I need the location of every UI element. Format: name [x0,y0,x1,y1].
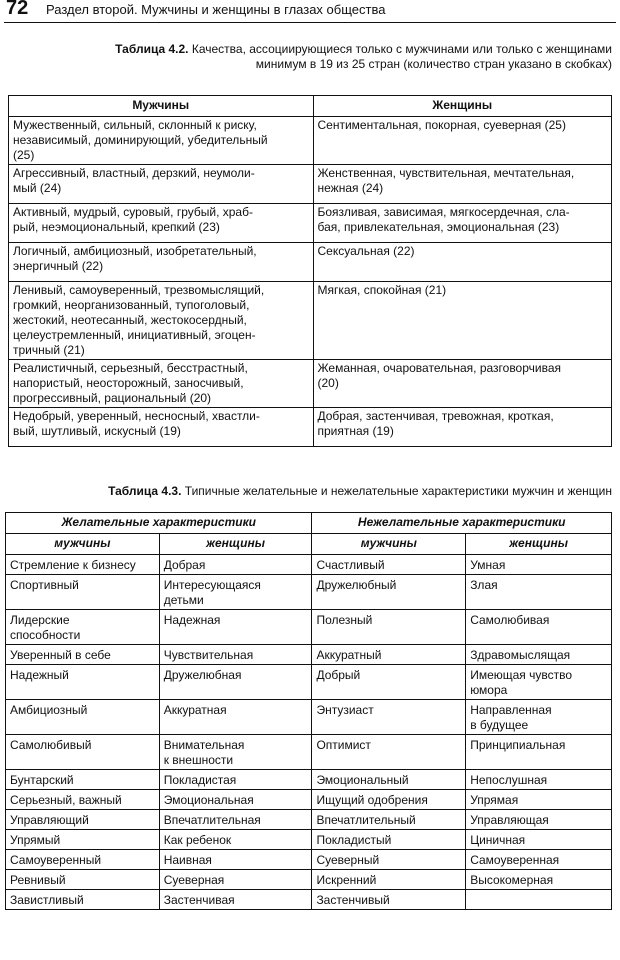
cell-line: Сентиментальная, покорная, суеверная (25) [317,118,566,132]
sub-header: женщины [466,534,612,555]
table-cell [159,735,312,770]
caption-text: Типичные желательные и нежелательные характеристики мужчин и женщин [181,484,612,498]
table-row [6,890,612,910]
cell-line: целеустремленный, инициативный, эгоцен- [13,328,256,342]
cell-line: Непослушная [470,773,548,787]
table-cell [159,610,312,645]
cell-line: Застенчивый [316,893,390,907]
cell-line: Амбициозный [10,703,88,717]
page-number: 72 [6,0,29,19]
table-row [6,735,612,770]
cell-line: Направленная [470,703,552,717]
table-cell [466,645,612,665]
table-cell [6,700,160,735]
sub-header: мужчины [312,534,466,555]
table-cell [312,770,466,790]
table-row [6,810,612,830]
cell-line: Самолюбивый [10,738,92,752]
cell-line: Суеверный [316,853,380,867]
cell-line: Искренний [316,873,377,887]
cell-line: Впечатлительный [316,813,416,827]
table-row [6,610,612,645]
table-cell [312,850,466,870]
cell-line: Недобрый, уверенный, несносный, хвастли- [13,409,260,423]
table-4-3 [5,512,612,910]
table-cell [466,610,612,645]
caption-text: Качества, ассоциирующиеся только с мужчинами или только с женщинами [188,42,612,56]
table-cell [313,243,612,282]
table-cell [9,360,314,408]
table-cell [159,830,312,850]
cell-line: Бунтарский [10,773,74,787]
cell-line: Интересующаяся [163,578,261,592]
table-cell [159,575,312,610]
table-cell [466,665,612,700]
table-cell [6,790,160,810]
caption-label: Таблица 4.2. [115,42,189,56]
table-row [6,645,612,665]
cell-line: Высокомерная [470,873,554,887]
table-4-2 [8,95,612,447]
cell-line: Боязливая, зависимая, мягкосердечная, сла- [317,205,570,219]
table-cell [466,790,612,810]
cell-line: Надежный [10,668,69,682]
table-cell [6,770,160,790]
caption-label: Таблица 4.3. [108,484,182,498]
table-row [9,204,612,243]
table-cell [312,810,466,830]
table-cell [313,408,612,447]
cell-line: (20) [317,376,339,390]
cell-line: Наивная [163,853,212,867]
sub-header: мужчины [6,534,160,555]
cell-line: Женственная, чувствительная, мечтательная, [317,166,575,180]
cell-line: Надежная [163,613,221,627]
table-cell [313,204,612,243]
cell-line: Оптимист [316,738,371,752]
table-cell [312,700,466,735]
table-header-row [9,96,612,117]
table-cell [6,645,160,665]
table-cell [6,575,160,610]
cell-line: (25) [13,148,35,162]
table-row [6,830,612,850]
table-cell [9,117,314,165]
cell-line: Добрая [163,558,206,572]
cell-line: напористый, неосторожный, заносчивый, [13,376,244,390]
table-cell [312,665,466,700]
cell-line: Мягкая, спокойная (21) [317,283,447,297]
table-cell [312,575,466,610]
table-cell [159,645,312,665]
table-cell [6,870,160,890]
table-cell [312,830,466,850]
table-cell [6,665,160,700]
table-cell [466,890,612,910]
cell-line: Управляющий [10,813,89,827]
cell-line: Циничная [470,833,526,847]
table-cell [313,117,612,165]
cell-line: способности [10,628,81,642]
cell-line: Дружелюбная [163,668,242,682]
table-row [6,850,612,870]
group-header: Желательные характеристики [6,513,312,534]
cell-line: Впечатлительная [163,813,261,827]
table-cell [466,770,612,790]
cell-line: Злая [470,578,498,592]
table-cell [312,610,466,645]
table-row [6,770,612,790]
table-row [6,665,612,700]
table-4-2-caption [115,42,612,72]
cell-line: Счастливый [316,558,385,572]
cell-line: Самолюбивая [470,613,550,627]
table-cell [159,555,312,575]
cell-line: Мужественный, сильный, склонный к риску, [13,118,257,132]
table-4-3-caption [108,484,612,499]
table-cell [312,735,466,770]
cell-line: Добрый [316,668,361,682]
cell-line: Суеверная [163,873,225,887]
table-cell [6,610,160,645]
cell-line: Эмоциональный [316,773,409,787]
table-row [6,575,612,610]
table-cell [466,850,612,870]
table-cell [9,165,314,204]
table-row [9,243,612,282]
table-cell [312,890,466,910]
table-cell [466,810,612,830]
sub-header: женщины [159,534,312,555]
table-cell [313,165,612,204]
cell-line: Агрессивный, властный, дерзкий, неумоли- [13,166,255,180]
cell-line: Уверенный в себе [10,648,111,662]
table-cell [6,810,160,830]
table-cell [159,890,312,910]
table-cell [159,810,312,830]
cell-line: Лидерские [10,613,70,627]
table-row [9,408,612,447]
cell-line: независимый, доминирующий, убедительный [13,133,268,147]
column-header: Мужчины [9,96,314,117]
cell-line: Дружелюбный [316,578,397,592]
cell-line: рый, неэмоциональный, крепкий (23) [13,220,220,234]
cell-line: тричный (21) [13,343,85,357]
table-row [9,117,612,165]
page-header [4,0,616,23]
table-cell [159,790,312,810]
cell-line: в будущее [470,718,529,732]
table-cell [9,243,314,282]
table-cell [159,700,312,735]
cell-line: Энтузиаст [316,703,374,717]
cell-line: Жеманная, очаровательная, разговорчивая [317,361,562,375]
cell-line: Покладистый [316,833,392,847]
table-cell [159,870,312,890]
cell-line: Активный, мудрый, суровый, грубый, храб- [13,205,253,219]
table-cell [466,555,612,575]
table-cell [9,282,314,360]
cell-line: Логичный, амбициозный, изобретательный, [13,244,257,258]
table-cell [466,700,612,735]
cell-line: детьми [163,593,204,607]
cell-line: Принципиальная [470,738,566,752]
table-cell [6,830,160,850]
cell-line: Самоуверенная [470,853,560,867]
table-cell [312,645,466,665]
cell-line: громкий, неорганизованный, тупоголовый, [13,298,250,312]
cell-line: бая, привлекательная, эмоциональная (23) [317,220,560,234]
cell-line: Полезный [316,613,373,627]
cell-line: Ревнивый [10,873,66,887]
table-cell [312,790,466,810]
table-row [6,555,612,575]
table-cell [159,850,312,870]
cell-line: Стремление к бизнесу [10,558,136,572]
table-cell [312,555,466,575]
cell-line: прогрессивный, рациональный (20) [13,391,212,405]
cell-line: Внимательная [163,738,245,752]
cell-line: Упрямый [10,833,61,847]
cell-line: Покладистая [163,773,237,787]
table-cell [159,770,312,790]
cell-line: Завистливый [10,893,84,907]
table-row [6,700,612,735]
table-row [6,870,612,890]
cell-line: Управляющая [470,813,549,827]
cell-line: Здравомыслящая [470,648,571,662]
group-header-row [6,513,612,534]
table-cell [6,850,160,870]
cell-line: Реалистичный, серьезный, бесстрастный, [13,361,248,375]
group-header: Нежелательные характеристики [312,513,612,534]
table-cell [6,555,160,575]
cell-line: Сексуальная (22) [317,244,415,258]
cell-line: Серьезный, важный [10,793,122,807]
table-cell [6,735,160,770]
cell-line: энергичный (22) [13,259,104,273]
cell-line: вый, шутливый, искусный (19) [13,424,181,438]
cell-line: Спортивный [10,578,79,592]
sub-header-row [6,534,612,555]
table-row [9,282,612,360]
running-title: Раздел второй. Мужчины и женщины в глазах общества [46,2,386,17]
column-header: Женщины [313,96,612,117]
table-cell [9,204,314,243]
cell-line: Эмоциональная [163,793,254,807]
table-cell [466,575,612,610]
cell-line: нежная (24) [317,181,384,195]
table-cell [313,282,612,360]
cell-line: Застенчивая [163,893,235,907]
cell-line: Как ребенок [163,833,232,847]
cell-line: Аккуратный [316,648,382,662]
table-row [9,165,612,204]
cell-line: Самоуверенный [10,853,102,867]
table-row [6,790,612,810]
cell-line: приятная (19) [317,424,394,438]
cell-line: жестокий, неотесанный, жестокосердный, [13,313,247,327]
cell-line: Имеющая чувство [470,668,573,682]
cell-line: к внешности [163,753,234,767]
cell-line: мый (24) [13,181,62,195]
table-cell [466,870,612,890]
cell-line: Упрямая [470,793,519,807]
table-row [9,360,612,408]
table-cell [312,870,466,890]
cell-line: Ленивый, самоуверенный, трезвомыслящий, [13,283,265,297]
table-cell [6,890,160,910]
cell-line: Ищущий одобрения [316,793,428,807]
cell-line: Чувствительная [163,648,254,662]
table-cell [9,408,314,447]
table-cell [466,735,612,770]
table-cell [466,830,612,850]
cell-line: Аккуратная [163,703,227,717]
caption-text: минимум в 19 из 25 стран (количество стран указано в скобках) [255,57,612,71]
cell-line: Добрая, застенчивая, тревожная, кроткая, [317,409,554,423]
table-cell [313,360,612,408]
cell-line: Умная [470,558,506,572]
table-cell [159,665,312,700]
cell-line: юмора [470,683,508,697]
